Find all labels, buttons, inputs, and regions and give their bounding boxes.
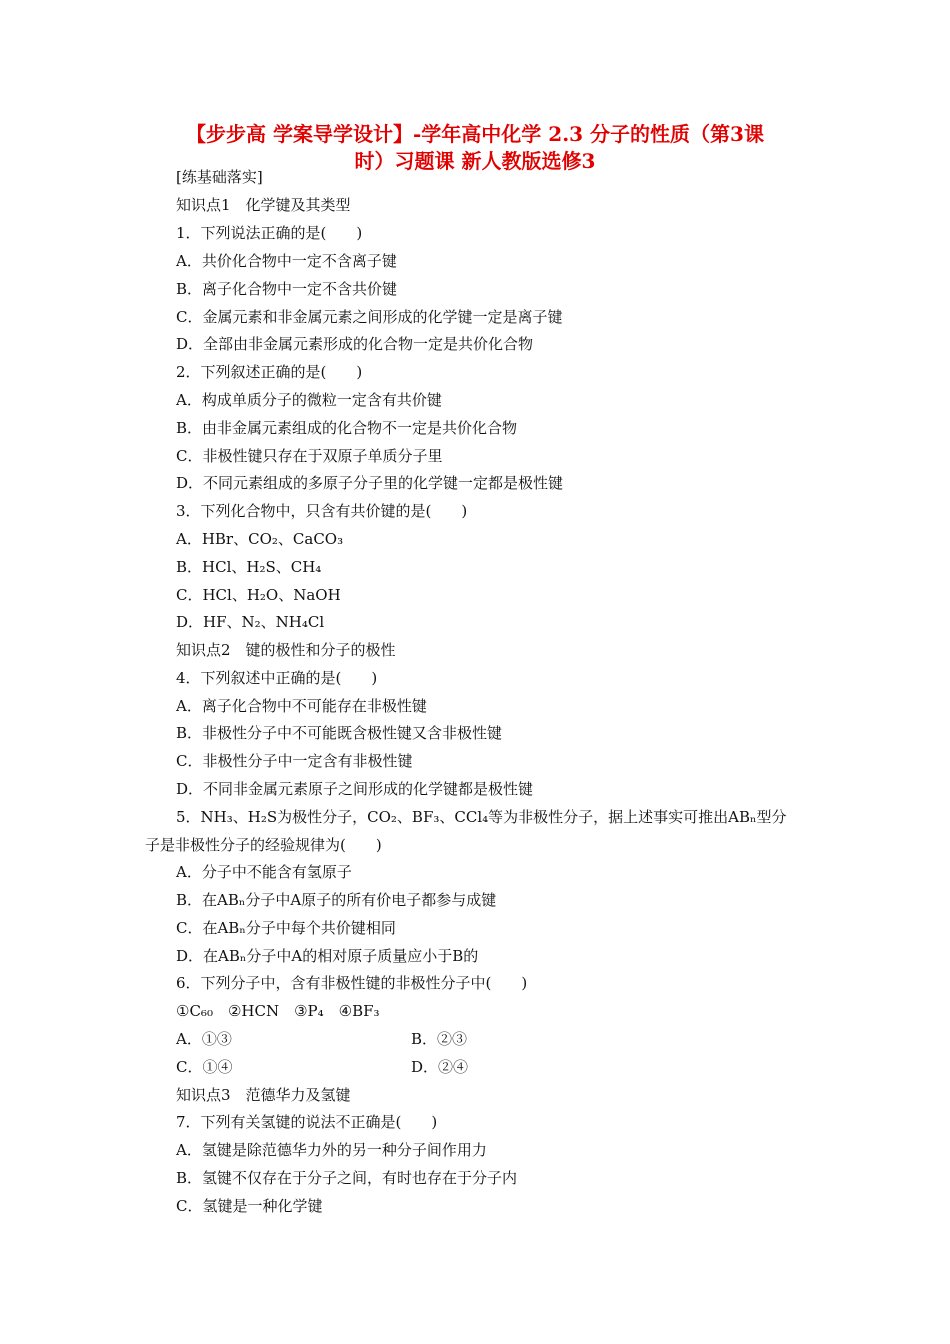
question-5-option-b: B．在ABₙ分子中A原子的所有价电子都参与成键	[176, 891, 497, 909]
question-7-stem: 7．下列有关氢键的说法不正确是( )	[176, 1113, 438, 1131]
question-4-option-b: B．非极性分子中不可能既含极性键又含非极性键	[176, 724, 503, 742]
title-line-1: 【步步高 学案导学设计】-学年高中化学 2.3 分子的性质（第3课	[186, 122, 764, 146]
question-2-option-b: B．由非金属元素组成的化合物不一定是共价化合物	[176, 419, 518, 437]
knowledge-point-1: 知识点1 化学键及其类型	[176, 196, 351, 214]
question-5-option-d: D．在ABₙ分子中A的相对原子质量应小于B的	[176, 947, 479, 965]
question-7-option-a: A．氢键是除范德华力外的另一种分子间作用力	[176, 1141, 487, 1159]
question-3-option-a: A．HBr、CO₂、CaCO₃	[176, 530, 344, 548]
question-3-option-d: D．HF、N₂、NH₄Cl	[176, 613, 325, 631]
question-6-option-d: D．②④	[411, 1058, 469, 1076]
question-7-option-b: B．氢键不仅存在于分子之间，有时也存在于分子内	[176, 1169, 518, 1187]
question-3-option-c: C．HCl、H₂O、NaOH	[176, 586, 341, 604]
question-6-option-a: A．①③	[176, 1030, 232, 1048]
question-5-option-a: A．分子中不能含有氢原子	[176, 863, 352, 881]
title-line-2: 时）习题课 新人教版选修3	[354, 149, 596, 173]
question-4-option-a: A．离子化合物中不可能存在非极性键	[176, 697, 427, 715]
question-4-stem: 4．下列叙述中正确的是( )	[176, 669, 378, 687]
question-5-stem-line-1: 5．NH₃、H₂S为极性分子，CO₂、BF₃、CCl₄等为非极性分子，据上述事实可推出ABₙ型分	[176, 808, 787, 826]
question-4-option-d: D．不同非金属元素原子之间形成的化学键都是极性键	[176, 780, 534, 798]
question-5-option-c: C．在ABₙ分子中每个共价键相同	[176, 919, 396, 937]
question-1-option-d: D．全部由非金属元素形成的化合物一定是共价化合物	[176, 335, 534, 353]
question-6-items: ①C₆₀ ②HCN ③P₄ ④BF₃	[176, 1002, 380, 1020]
question-3-stem: 3．下列化合物中，只含有共价键的是( )	[176, 502, 468, 520]
question-4-option-c: C．非极性分子中一定含有非极性键	[176, 752, 413, 770]
question-5-stem-line-2: 子是非极性分子的经验规律为( )	[145, 836, 382, 854]
question-2-option-d: D．不同元素组成的多原子分子里的化学键一定都是极性键	[176, 474, 564, 492]
question-6-option-c: C．①④	[176, 1058, 233, 1076]
question-1-option-a: A．共价化合物中一定不含离子键	[176, 252, 397, 270]
knowledge-point-3: 知识点3 范德华力及氢键	[176, 1086, 351, 1104]
question-3-option-b: B．HCl、H₂S、CH₄	[176, 558, 322, 576]
question-1-stem: 1．下列说法正确的是( )	[176, 224, 363, 242]
question-6-option-b: B．②③	[411, 1030, 468, 1048]
question-6-stem: 6．下列分子中，含有非极性键的非极性分子中( )	[176, 974, 528, 992]
question-2-option-a: A．构成单质分子的微粒一定含有共价键	[176, 391, 442, 409]
question-7-option-c: C．氢键是一种化学键	[176, 1197, 323, 1215]
question-2-option-c: C．非极性键只存在于双原子单质分子里	[176, 447, 443, 465]
question-1-option-b: B．离子化合物中一定不含共价键	[176, 280, 398, 298]
question-2-stem: 2．下列叙述正确的是( )	[176, 363, 363, 381]
section-header: [练基础落实]	[176, 168, 263, 186]
knowledge-point-2: 知识点2 键的极性和分子的极性	[176, 641, 396, 659]
question-1-option-c: C．金属元素和非金属元素之间形成的化学键一定是离子键	[176, 308, 563, 326]
